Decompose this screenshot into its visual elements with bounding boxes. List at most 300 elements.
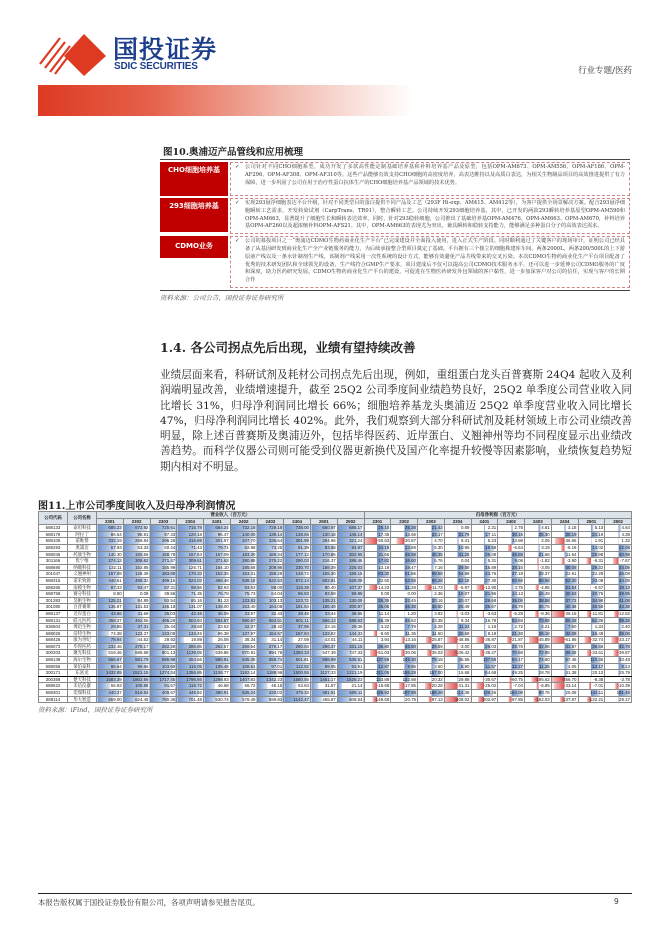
revenue-cell: 336.64 bbox=[257, 538, 284, 545]
revenue-cell: 177.12 bbox=[284, 551, 311, 558]
revenue-cell: 50.44 bbox=[150, 544, 177, 551]
profit-cell: 5.76 bbox=[418, 558, 445, 565]
quarter-header: 2304 bbox=[177, 518, 204, 525]
company-code: 688137 bbox=[39, 610, 68, 617]
profit-cell: 36.19 bbox=[551, 531, 578, 538]
revenue-cell: 290.63 bbox=[284, 643, 311, 650]
revenue-cell: 738.00 bbox=[284, 525, 311, 532]
profit-cell: -61.86 bbox=[551, 637, 578, 644]
profit-cell: -8.38 bbox=[578, 676, 605, 683]
revenue-cell: 23.52 bbox=[204, 624, 231, 631]
profit-cell: 89.38 bbox=[605, 617, 632, 624]
revenue-cell: 729.18 bbox=[257, 525, 284, 532]
profit-cell: 3.19 bbox=[525, 544, 552, 551]
company-name: 康为世纪 bbox=[68, 637, 97, 644]
revenue-cell: 133.83 bbox=[230, 597, 257, 604]
revenue-cell: 63.98 bbox=[230, 544, 257, 551]
company-name: 阿拉丁 bbox=[68, 531, 97, 538]
row-text: 公司针对不同CHO细胞系型，成功开发了多款高性能定制基础培养基和补料培养基产品及原型，包括OPM-AM673、OPM-AM556、OPM-AF186、OPM-AF296、OPM-AF308、OPM-AF310等。这些产品能够有效支持CHO细胞的高密度培养，高表达维持以及高质白表达，为相关生物制品项目的高效推进提供了有力保障，进一步巩固了公司在用于治疗性蛋白抗体生产的CHO细胞培养基产品领域的技术优势。 bbox=[245, 164, 625, 186]
table-row bbox=[39, 591, 632, 598]
revenue-cell: 123.72 bbox=[284, 597, 311, 604]
revenue-cell: 523.03 bbox=[177, 577, 204, 584]
profit-cell: 2.72 bbox=[498, 624, 525, 631]
profit-cell: 139.26 bbox=[471, 690, 498, 697]
profit-cell: -8.60 bbox=[364, 630, 391, 637]
profit-cell: 32.08 bbox=[525, 643, 552, 650]
revenue-cell: 96.38 bbox=[204, 630, 231, 637]
revenue-cell: 522.53 bbox=[257, 577, 284, 584]
profit-cell: 22.61 bbox=[551, 571, 578, 578]
table-row bbox=[39, 551, 632, 558]
profit-cell: 195.28 bbox=[391, 670, 418, 677]
revenue-cell: 139.14 bbox=[257, 531, 284, 538]
revenue-cell: 279.17 bbox=[257, 643, 284, 650]
company-name: 义翘神州 bbox=[68, 571, 97, 578]
revenue-cell: 99.05 bbox=[311, 663, 338, 670]
company-code: 688114 bbox=[39, 696, 68, 703]
company-name: 百普赛斯 bbox=[68, 604, 97, 611]
profit-cell: 7.16 bbox=[418, 564, 445, 571]
revenue-cell: 153.85 bbox=[123, 564, 150, 571]
revenue-cell: 232.46 bbox=[97, 643, 124, 650]
revenue-cell: 475.33 bbox=[284, 690, 311, 697]
revenue-cell: 290.03 bbox=[284, 558, 311, 565]
profit-cell: 4.28 bbox=[418, 624, 445, 631]
profit-cell: 11.36 bbox=[391, 630, 418, 637]
revenue-cell: 25.44 bbox=[150, 624, 177, 631]
company-code: 688133 bbox=[39, 525, 68, 532]
revenue-cell: 1802.56 bbox=[123, 676, 150, 683]
revenue-cell: 499.15 bbox=[150, 577, 177, 584]
profit-cell: 62.30 bbox=[551, 577, 578, 584]
revenue-cell: 870.81 bbox=[230, 650, 257, 657]
profit-cell: 86.28 bbox=[551, 617, 578, 624]
profit-cell: 53.58 bbox=[498, 617, 525, 624]
figure10-row-cdmo bbox=[160, 236, 630, 288]
profit-cell: -195.62 bbox=[525, 676, 552, 683]
quarter-header: 2302 bbox=[391, 518, 418, 525]
company-code: 300171 bbox=[39, 670, 68, 677]
revenue-cell: 440.37 bbox=[97, 690, 124, 697]
profit-cell: 36.50 bbox=[418, 604, 445, 611]
quarter-header: 2502 bbox=[605, 518, 632, 525]
profit-cell: 13.17 bbox=[578, 663, 605, 670]
revenue-cell: 103.13 bbox=[257, 597, 284, 604]
profit-cell: 16.79 bbox=[471, 617, 498, 624]
profit-cell: 114.38 bbox=[444, 690, 471, 697]
revenue-cell: 1580.55 bbox=[284, 676, 311, 683]
table-row bbox=[39, 564, 632, 571]
profit-cell: 5.41 bbox=[444, 538, 471, 545]
revenue-cell: 321.24 bbox=[337, 538, 364, 545]
profit-cell: 23.17 bbox=[418, 531, 445, 538]
revenue-cell: 56.72 bbox=[230, 683, 257, 690]
revenue-cell: 122.37 bbox=[123, 630, 150, 637]
revenue-cell: 278.17 bbox=[123, 643, 150, 650]
revenue-cell: 116.05 bbox=[177, 663, 204, 670]
revenue-cell: 581.79 bbox=[123, 657, 150, 664]
revenue-cell: 31.14 bbox=[257, 637, 284, 644]
revenue-cell: 732.18 bbox=[230, 525, 257, 532]
profit-cell: 51.86 bbox=[391, 571, 418, 578]
profit-cell: 5.30 bbox=[418, 544, 445, 551]
revenue-cell: 1717.45 bbox=[150, 676, 177, 683]
revenue-cell: 29.36 bbox=[337, 624, 364, 631]
profit-cell: 56.58 bbox=[525, 577, 552, 584]
table-row bbox=[39, 683, 632, 690]
company-name: 南模生物 bbox=[68, 584, 97, 591]
company-code: 301393 bbox=[39, 597, 68, 604]
profit-cell: 0.04 bbox=[444, 558, 471, 565]
revenue-cell: 1500.55 bbox=[284, 670, 311, 677]
revenue-cell: 154.10 bbox=[204, 564, 231, 571]
revenue-cell: 28.68 bbox=[177, 624, 204, 631]
figure10-row-cho bbox=[160, 162, 630, 196]
profit-cell: 46.58 bbox=[391, 551, 418, 558]
revenue-cell: 539.86 bbox=[204, 650, 231, 657]
revenue-cell: 28.42 bbox=[257, 624, 284, 631]
section-paragraph: 业绩层面来看，科研试剂及耗材公司拐点先后出现，例如，重组蛋白龙头百普赛斯 24Q4 起收入及利润端明显改善，业绩增速提升，截至 25Q2 公司季度间业绩趋势良好，25Q2 单季度公司营业收入同比增长 31%，归母净利润同比增长 66%；细胞培养基龙头奥浦迈 25Q2 单季度营业收入同比增长 47%，归母净利润同比增长 402%。此外，我们观察到大部分科研试剂及耗材领域上市公司业绩改善明显，除上述百普赛斯及奥浦迈外，包括毕得医药、近岸蛋白、义翘神州等均不同程度显示出业绩改善趋势。而科学仪器公司则可能受到仪器更新换代及国产化率提升较慢等因素影响，业绩恢复趋势短期内相对不明显。 bbox=[160, 369, 632, 473]
revenue-cell: 144.33 bbox=[337, 630, 364, 637]
profit-cell: 16.89 bbox=[471, 564, 498, 571]
profit-cell: 42.78 bbox=[605, 643, 632, 650]
revenue-cell: 458.37 bbox=[97, 617, 124, 624]
profit-cell: 12.87 bbox=[364, 663, 391, 670]
profit-cell: 34.08 bbox=[605, 564, 632, 571]
profit-cell: 49.25 bbox=[498, 670, 525, 677]
profit-cell: 22.08 bbox=[605, 544, 632, 551]
report-category: 行业专题/医药 bbox=[578, 66, 632, 76]
profit-cell: 4.38 bbox=[605, 531, 632, 538]
profit-cell: 20.68 bbox=[444, 630, 471, 637]
row-text: 公司的募投项目之一“奥浦迈CDMO生物药商业化生产平台”已完成建设并全面投入使用，进入正式生产阶段。同时顺利通过了关键客户的现场审计，证明公司已经具备了从基因研发到商业化生产全产业链服务的能力，为后续承接整合型项目奠定了基础。平台拥有三个独立的细胞株建库车间、两条2000L、两条200/500L的上下游原液产线以及一条水针制剂生产线，该制剂产线采用一次性系统的设计方式，能够有效避免产品共线带来的交叉污染。本次CDMO生物药商业化生产平台项目配备了优秀的技术研发团队和全球领先的设备，生产线符合GMP生产要求，项目建成后不仅可以提高公司CDMO技术服务水平，还可以进一步延伸公司CDMO服务的广度和深度，助力医药研究发展。CDMO生物药商业化生产平台的建设，可促进在生物医药研发外包领域的客户黏性，进一步加深客户对公司的信任，实现与客户的长期合作 bbox=[245, 238, 625, 284]
revenue-cell: 8.80 bbox=[97, 591, 124, 598]
profit-cell: 28.78 bbox=[525, 670, 552, 677]
profit-cell: 21.68 bbox=[525, 551, 552, 558]
revenue-cell: 32.43 bbox=[257, 610, 284, 617]
table-row bbox=[39, 637, 632, 644]
profit-cell: 24.19 bbox=[364, 544, 391, 551]
profit-cell: 16.68 bbox=[444, 670, 471, 677]
profit-cell: -408.02 bbox=[444, 696, 471, 703]
revenue-cell: 31.69 bbox=[123, 610, 150, 617]
profit-cell: -1.82 bbox=[525, 558, 552, 565]
profit-cell: 33.48 bbox=[605, 657, 632, 664]
revenue-cell: 1526.23 bbox=[337, 676, 364, 683]
profit-cell: 10.96 bbox=[444, 544, 471, 551]
profit-cell: 36.39 bbox=[364, 597, 391, 604]
profit-cell: 72.98 bbox=[525, 650, 552, 657]
profit-cell: 6.90 bbox=[444, 663, 471, 670]
profit-cell: 64.68 bbox=[471, 670, 498, 677]
revenue-cell: 535.38 bbox=[230, 657, 257, 664]
profit-cell: 3.22 bbox=[364, 624, 391, 631]
profit-cell: -30.67 bbox=[471, 676, 498, 683]
company-name: 泰坦科技 bbox=[68, 525, 97, 532]
profit-cell: 46.39 bbox=[364, 617, 391, 624]
company-code: 688293 bbox=[39, 544, 68, 551]
revenue-cell: 468.48 bbox=[204, 577, 231, 584]
revenue-cell: 93.93 bbox=[230, 584, 257, 591]
profit-cell: 191.48 bbox=[605, 690, 632, 697]
revenue-cell: 308.62 bbox=[123, 558, 150, 565]
profit-cell: 26.18 bbox=[525, 630, 552, 637]
profit-cell: 20.07 bbox=[444, 597, 471, 604]
revenue-cell: 598.63 bbox=[337, 617, 364, 624]
profit-cell: 36.68 bbox=[578, 643, 605, 650]
profit-cell: 186.92 bbox=[364, 690, 391, 697]
revenue-cell: 88.00 bbox=[257, 584, 284, 591]
revenue-cell: 133.45 bbox=[177, 630, 204, 637]
company-name: 近岸蛋白 bbox=[68, 610, 97, 617]
profit-cell: 25.30 bbox=[525, 531, 552, 538]
profit-cell: 164.08 bbox=[498, 690, 525, 697]
profit-cell: 16.48 bbox=[578, 630, 605, 637]
revenue-cell: 33.57 bbox=[230, 610, 257, 617]
profit-cell: 28.15 bbox=[498, 564, 525, 571]
profit-cell: 143.11 bbox=[578, 690, 605, 697]
profit-cell: -106.42 bbox=[444, 650, 471, 657]
table-row bbox=[39, 531, 632, 538]
logo-text-cn: 国投证券 bbox=[113, 35, 218, 64]
revenue-cell: 535.24 bbox=[230, 690, 257, 697]
revenue-cell: 528.08 bbox=[337, 577, 364, 584]
row-content bbox=[230, 236, 630, 288]
revenue-cell: 664.24 bbox=[204, 525, 231, 532]
profit-cell: -33.61 bbox=[578, 650, 605, 657]
company-code: 836504 bbox=[39, 624, 68, 631]
profit-cell: -50.63 bbox=[364, 538, 391, 545]
profit-cell: 5.23 bbox=[471, 538, 498, 545]
company-name: 东富龙 bbox=[68, 670, 97, 677]
revenue-cell: 495.28 bbox=[150, 617, 177, 624]
revenue-cell: 167.84 bbox=[284, 630, 311, 637]
row-content bbox=[230, 162, 630, 196]
row-content bbox=[230, 198, 630, 234]
profit-cell: 56.28 bbox=[418, 577, 445, 584]
company-name: 毕得医药 bbox=[68, 643, 97, 650]
profit-cell: 52.18 bbox=[444, 577, 471, 584]
revenue-cell: 498.32 bbox=[123, 577, 150, 584]
revenue-cell: 588.99 bbox=[311, 657, 338, 664]
profit-cell: -17.85 bbox=[391, 683, 418, 690]
revenue-cell: 98.56 bbox=[177, 584, 204, 591]
profit-cell: 69.58 bbox=[418, 571, 445, 578]
profit-cell: 33.57 bbox=[551, 643, 578, 650]
revenue-cell: 660.97 bbox=[311, 525, 338, 532]
profit-cell: 221.05 bbox=[364, 670, 391, 677]
profit-cell: 20.13 bbox=[578, 670, 605, 677]
profit-cell: -12.52 bbox=[605, 610, 632, 617]
figure11-title: 图11.上市公司季度间收入及归母净利润情况 bbox=[38, 501, 236, 512]
revenue-cell: 1356.85 bbox=[177, 670, 204, 677]
revenue-cell: 71.43 bbox=[177, 544, 204, 551]
profit-cell: -6.85 bbox=[525, 683, 552, 690]
company-name: 禾信仪器 bbox=[68, 683, 97, 690]
section-heading: 1.4. 各公司拐点先后出现，业绩有望持续改善 bbox=[160, 340, 416, 355]
company-code: 688046 bbox=[39, 551, 68, 558]
revenue-cell: 200.87 bbox=[337, 604, 364, 611]
revenue-cell: 536.51 bbox=[337, 657, 364, 664]
revenue-cell: 91.67 bbox=[150, 683, 177, 690]
revenue-cell: 659.00 bbox=[97, 696, 124, 703]
company-name: 莱伯泰科 bbox=[68, 663, 97, 670]
profit-cell: 20.75 bbox=[578, 591, 605, 598]
revenue-cell: 36.03 bbox=[150, 610, 177, 617]
profit-cell: 53.58 bbox=[391, 577, 418, 584]
revenue-cell: 116.39 bbox=[284, 584, 311, 591]
company-code: 688265 bbox=[39, 584, 68, 591]
revenue-cell: 547.39 bbox=[311, 650, 338, 657]
profit-cell: 11.28 bbox=[391, 584, 418, 591]
profit-cell: 40.98 bbox=[605, 551, 632, 558]
revenue-cell: 81.39 bbox=[284, 544, 311, 551]
profit-cell: -61.03 bbox=[364, 650, 391, 657]
revenue-cell: 126.71 bbox=[177, 564, 204, 571]
revenue-cell: 572.14 bbox=[284, 577, 311, 584]
revenue-cell: 170.33 bbox=[177, 571, 204, 578]
check-icon: ✓ bbox=[235, 238, 240, 245]
revenue-cell: 462.55 bbox=[123, 617, 150, 624]
revenue-cell: 112.92 bbox=[284, 663, 311, 670]
revenue-cell: 56.93 bbox=[97, 683, 124, 690]
revenue-cell: 446.92 bbox=[177, 690, 204, 697]
revenue-cell: 43.01 bbox=[311, 637, 338, 644]
revenue-cell: 502.81 bbox=[311, 577, 338, 584]
revenue-cell: 715.78 bbox=[177, 525, 204, 532]
profit-cell: 29.08 bbox=[605, 630, 632, 637]
revenue-cell: 131.07 bbox=[177, 604, 204, 611]
profit-cell: 30.16 bbox=[498, 531, 525, 538]
quarter-header: 2403 bbox=[257, 518, 284, 525]
profit-cell: 4.05 bbox=[551, 663, 578, 670]
figure10-source: 资料来源：公司公告，国投证券证券研究所 bbox=[160, 294, 284, 302]
profit-cell: 21.64 bbox=[551, 584, 578, 591]
profit-cell: 73.98 bbox=[525, 617, 552, 624]
profit-cell: 46.80 bbox=[391, 643, 418, 650]
revenue-cell: 29.92 bbox=[150, 637, 177, 644]
revenue-cell: 133.08 bbox=[150, 630, 177, 637]
profit-cell: -3.90 bbox=[551, 558, 578, 565]
company-code: 300358 bbox=[39, 676, 68, 683]
profit-cell: 32.09 bbox=[551, 630, 578, 637]
row-text: 实现293悬浮细胞表达平台升级，针对不同类型目的蛋白提供不同产品及工艺（293F Hi-exp、AM415、AM412等），为客户提供全场景解决方案。配合293悬浮细胞瞬转工艺需求，开发转染试剂（CarpTrans、TR01），整合瞬转工艺。公司持续开发293细胞培养基，其中，已开发的两款293瞬转培养基原型OPM-AM590和OPM-AM663，显著提升了细胞生长和瞬转表达效率。同时，针对293稳转细胞，公司推出了基础培养基OPM-AM476、OPM-AM663、OPM-AM670，补料培养基OPM-AF260以及超浓缩补料OPM-AFS21。其中，OPM-AM663的表现尤为突出，兼具瞬转和稳转支持能力，能够满足多种蛋白分子的高效表达需求。 bbox=[245, 200, 625, 230]
profit-cell: 41.28 bbox=[444, 551, 471, 558]
profit-cell: -137.87 bbox=[551, 696, 578, 703]
revenue-cell: 93.47 bbox=[123, 584, 150, 591]
company-code: 688131 bbox=[39, 617, 68, 624]
revenue-cell: 153.40 bbox=[230, 604, 257, 611]
profit-cell: 11.14 bbox=[364, 610, 391, 617]
profit-cell: 29.48 bbox=[471, 551, 498, 558]
revenue-cell: 116.72 bbox=[177, 683, 204, 690]
revenue-cell: 216.37 bbox=[311, 558, 338, 565]
profit-cell: 16.49 bbox=[525, 591, 552, 598]
profit-cell: 79.18 bbox=[418, 657, 445, 664]
company-name: 药康生物 bbox=[68, 551, 97, 558]
profit-cell: -41.31 bbox=[444, 683, 471, 690]
company-code: 688758 bbox=[39, 591, 68, 598]
company-name: 纳微科技 bbox=[68, 564, 97, 571]
revenue-cell: 38.34 bbox=[230, 637, 257, 644]
figure11-source: 资料来源：iFind，国投证券证券研究所 bbox=[38, 706, 153, 714]
profit-cell: -39.87 bbox=[605, 650, 632, 657]
revenue-cell: 82.93 bbox=[204, 584, 231, 591]
profit-cell: -30.06 bbox=[391, 650, 418, 657]
profit-cell: 37.18 bbox=[498, 571, 525, 578]
profit-cell: 46.88 bbox=[498, 551, 525, 558]
profit-cell: 36.80 bbox=[364, 643, 391, 650]
revenue-cell: 99.66 bbox=[123, 663, 150, 670]
revenue-cell: 53.84 bbox=[284, 683, 311, 690]
revenue-cell: 140.30 bbox=[97, 551, 124, 558]
profit-cell: 26.03 bbox=[471, 643, 498, 650]
revenue-cell: 347.70 bbox=[230, 538, 257, 545]
revenue-cell: 566.13 bbox=[311, 617, 338, 624]
profit-cell: 19.07 bbox=[444, 591, 471, 598]
revenue-cell: 36.09 bbox=[204, 610, 231, 617]
profit-cell: 137.58 bbox=[364, 657, 391, 664]
profit-cell: 17.82 bbox=[364, 558, 391, 565]
revenue-cell: 282.38 bbox=[150, 643, 177, 650]
revenue-cell: 747.33 bbox=[337, 650, 364, 657]
profit-cell: 19.47 bbox=[391, 564, 418, 571]
profit-cell: 41.38 bbox=[551, 670, 578, 677]
logo-text-en: SDIC SECURITIES bbox=[114, 61, 198, 72]
profit-cell: 29.32 bbox=[578, 564, 605, 571]
profit-cell: -25.87 bbox=[418, 637, 445, 644]
quarter-header: 2501 bbox=[578, 518, 605, 525]
profit-cell: 9.96 bbox=[391, 663, 418, 670]
revenue-cell: 84.89 bbox=[123, 597, 150, 604]
revenue-cell: 87.33 bbox=[97, 584, 124, 591]
table-row bbox=[39, 558, 632, 565]
profit-cell: 14.13 bbox=[498, 591, 525, 598]
profit-cell: -7.67 bbox=[605, 558, 632, 565]
revenue-cell: 23.15 bbox=[311, 624, 338, 631]
profit-cell: -32.74 bbox=[578, 637, 605, 644]
company-name: 皓元医药 bbox=[68, 617, 97, 624]
company-code: 688301 bbox=[39, 690, 68, 697]
profit-cell: 13.16 bbox=[364, 564, 391, 571]
revenue-cell: 701.48 bbox=[177, 696, 204, 703]
profit-cell: 22.50 bbox=[364, 577, 391, 584]
profit-cell: 13.69 bbox=[391, 544, 418, 551]
revenue-cell: 167.63 bbox=[177, 551, 204, 558]
profit-cell: -97.85 bbox=[498, 696, 525, 703]
revenue-cell: 99.85 bbox=[337, 591, 364, 598]
revenue-cell: 169.15 bbox=[337, 571, 364, 578]
revenue-cell: 280.88 bbox=[230, 558, 257, 565]
profit-cell: 46.62 bbox=[391, 617, 418, 624]
table-row bbox=[39, 544, 632, 551]
revenue-cell: 284.96 bbox=[311, 538, 338, 545]
revenue-cell: 37.31 bbox=[123, 624, 150, 631]
revenue-cell: 152.35 bbox=[204, 571, 231, 578]
revenue-cell: 131.53 bbox=[123, 604, 150, 611]
profit-cell: 29.68 bbox=[471, 597, 498, 604]
profit-cell: -25.02 bbox=[471, 683, 498, 690]
revenue-cell: 80.40 bbox=[311, 584, 338, 591]
profit-cell: 3.75 bbox=[498, 584, 525, 591]
company-name: 诺禾致源 bbox=[68, 577, 97, 584]
revenue-cell: 530.74 bbox=[204, 696, 231, 703]
profit-cell: 8.13 bbox=[605, 663, 632, 670]
profit-cell: 4.61 bbox=[525, 525, 552, 532]
profit-cell: 62.38 bbox=[578, 617, 605, 624]
company-name: 华大智造 bbox=[68, 696, 97, 703]
revenue-cell: 37.95 bbox=[284, 624, 311, 631]
